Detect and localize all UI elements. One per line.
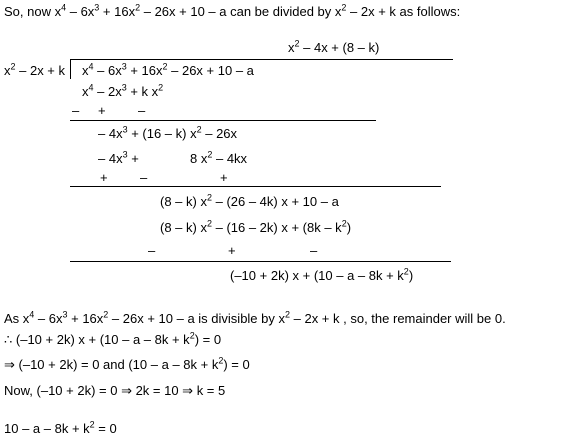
division-bracket	[70, 59, 71, 79]
division-bar	[70, 59, 453, 60]
remainder-2: (8 – k) $x^2 - (26 - 4k) x + 10 - a$	[160, 192, 339, 209]
quotient: $x^2 - 4x + (8 - k)$	[288, 38, 380, 55]
signs-2-c: +	[220, 170, 228, 185]
dividend: $x^4 - 6x^3 + 16x^2 - 26x + 10 - a$	[82, 61, 254, 78]
rule-3	[70, 261, 451, 262]
conclusion-line-3: ⇒ (–10 + 2k) = 0 and $(10 - a - 8k + k^2) = 0$	[4, 355, 250, 372]
rule-1	[70, 120, 376, 121]
intro-line	[4, 4, 460, 20]
intro-after: as follows:	[395, 4, 461, 19]
divisor: $x^2 - 2x + k$	[4, 61, 66, 78]
subtrahend-3: (8 – k) $x^2 - (16 - 2k) x + (8k - k^2)$	[160, 218, 352, 235]
remainder-1: – $4x^3 + (16 - k)$ $x^2 - 26x$	[98, 124, 238, 141]
signs-1-c: –	[138, 103, 146, 118]
subtrahend-1: $x^4 - 2x^3 + k$ $x^2$	[82, 82, 164, 99]
signs-1-a: –	[72, 103, 80, 118]
intro-middle: can be divided by	[226, 4, 335, 19]
conclusion-line-5: $10 - a - 8k + k^2 = 0$	[4, 419, 117, 436]
intro-before: So, now	[4, 4, 55, 19]
signs-2-b: –	[140, 170, 148, 185]
conclusion-line-4: Now, (–10 + 2k) = 0 ⇒ 2k = 10 ⇒ k = 5	[4, 383, 226, 398]
signs-2-a: +	[100, 170, 108, 185]
conclusion-line-2: ∴ (–10 + 2k) $x + (10 - a - 8k + k^2) = 0$	[4, 330, 222, 347]
signs-1-b: +	[98, 103, 106, 118]
rule-2	[70, 186, 441, 187]
intro-dividend: $x^4 - 6x^3 + 16x^2 - 26x + 10 - a$	[54, 2, 227, 19]
signs-3-b: +	[228, 243, 236, 258]
subtrahend-2-b: 8 $x^2 - 4kx$	[190, 149, 248, 166]
subtrahend-2-a: – $4x^3$ +	[98, 149, 139, 166]
final-remainder: (–10 + 2k) $x + (10 - a - 8k + k^2)$	[230, 266, 414, 283]
signs-3-c: –	[310, 243, 318, 258]
conclusion-line-1: As $x^4 - 6x^3 + 16x^2 - 26x + 10 - a$ is divisible by $x^2 - 2x + k$ , so, the remainder will be 0.	[4, 309, 506, 326]
signs-3-a: –	[148, 243, 156, 258]
intro-divisor: $x^2 - 2x + k$	[334, 2, 396, 19]
